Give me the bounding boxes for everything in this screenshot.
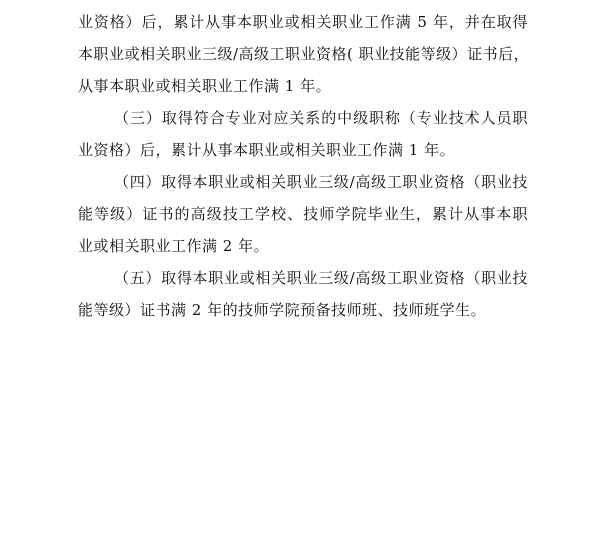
paragraph-line: 从事本职业或相关职业工作满 1 年。	[78, 77, 332, 95]
paragraph-line: 业或相关职业工作满 2 年。	[78, 237, 270, 255]
paragraph-line: （四）取得本职业或相关职业三级/高级工职业资格（职业技	[114, 173, 528, 191]
paragraph-line: （五）取得本职业或相关职业三级/高级工职业资格（职业技	[114, 269, 528, 287]
paragraph-line: （三）取得符合专业对应关系的中级职称（专业技术人员职	[114, 109, 528, 127]
paragraph-line: 能等级）证书的高级技工学校、技师学院毕业生，累计从事本职	[78, 205, 528, 223]
paragraph-line: 业资格）后，累计从事本职业或相关职业工作满 1 年。	[78, 141, 456, 159]
paragraph-line: 业资格）后，累计从事本职业或相关职业工作满 5 年，并在取得	[78, 13, 528, 31]
paragraph-line: 能等级）证书满 2 年的技师学院预备技师班、技师班学生。	[78, 301, 487, 319]
paragraph-line: 本职业或相关职业三级/高级工职业资格( 职业技能等级）证书后，	[78, 45, 530, 63]
